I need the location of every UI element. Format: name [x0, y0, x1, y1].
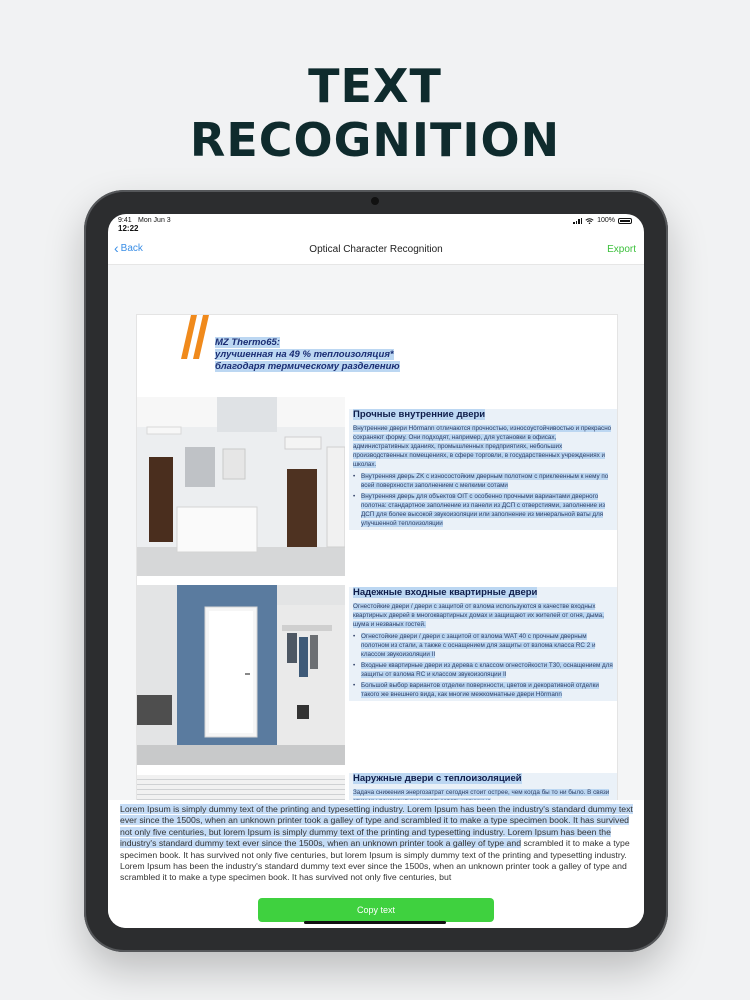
- document-page: [136, 314, 618, 802]
- exterior-door-image: [137, 775, 345, 802]
- headline-line2: RECOGNITION: [189, 113, 561, 167]
- home-indicator[interactable]: [304, 921, 446, 924]
- status-time-secondary: 12:22: [118, 224, 139, 233]
- section-interior-doors: [349, 409, 617, 530]
- recognized-text[interactable]: [120, 804, 634, 884]
- list-item: • Внутренняя дверь ZK с износостойким дверным полотном с приклеенным к нему по всей поверхности заполнением с мелкими сотами: [353, 472, 613, 490]
- document-preview-area[interactable]: [108, 265, 644, 800]
- status-indicators: [573, 217, 632, 224]
- chevron-left-icon: ‹: [114, 240, 119, 256]
- battery-percent: 100%: [597, 217, 615, 224]
- ocr-result-panel: [108, 800, 644, 928]
- status-date: Mon Jun 3: [138, 217, 171, 224]
- list-item: • Внутренняя дверь для объектов OIT с особенно прочными вариантами дверного полотна: стандартное заполнение из панели из ДСП с отверстиями, заполнение из ДСП для более высокой звукоизоляции или заполнение из минеральной ваты для улучшенной теплоизоляции: [353, 492, 613, 528]
- headline-line1: TEXT: [308, 59, 442, 113]
- list-item: • Огнестойкие двери / двери с защитой от взлома WAT 40 с прочным дверным полотном из стали, а также с оснащением для защиты от взлома класса RC 2 и классом звукоизоляции II: [353, 632, 613, 659]
- unselected-text[interactable]: scrambled it to make a type specimen book. It has survived not only five centuries, but lorem Ipsum is simply dummy text of the printing and typesetting industry. Lorem Ipsum has been the industry's standard dummy text ever since the 1500s, when an unknown printer took a galley of type and scrambled it to make a type specimen book. It has survived not only five centuries, but: [120, 838, 630, 883]
- signal-icon: [573, 218, 582, 224]
- section-text: Внутренние двери Hörmann отличаются прочностью, износоустойчивостью и прекрасно сохраняют форму. Они подходят, например, для установки в офисах, административных зданиях, промышленных предприятиях, небольших производственных помещениях, в сфере торговли, в государственных учреждениях и школах.: [353, 425, 612, 468]
- app-screen: [108, 214, 644, 928]
- battery-icon: [618, 218, 632, 224]
- section-apartment-doors: [349, 587, 617, 701]
- apartment-door-image: [137, 585, 345, 765]
- section-title: Надежные входные квартирные двери: [353, 587, 538, 598]
- back-label: Back: [120, 242, 143, 254]
- navigation-bar: [108, 236, 644, 265]
- section-bullets: [353, 632, 613, 699]
- status-bar: [108, 214, 644, 236]
- brand-stripes-icon: [181, 315, 211, 359]
- office-interior-image: [137, 397, 345, 576]
- status-time: 9:41: [118, 217, 132, 224]
- camera-icon: [371, 197, 379, 205]
- document-title-line2: улучшенная на 49 % теплоизоляция*: [215, 349, 394, 360]
- section-text: Задача снижения энергозатрат сегодня стоит острее, чем когда бы то ни было. В связи: [353, 788, 613, 802]
- section-bullets: [353, 472, 613, 528]
- document-title-line1: MZ Thermo65:: [215, 337, 280, 348]
- section-title: Наружные двери с теплоизоляцией: [353, 773, 522, 784]
- document-title-line3: благодаря термическому разделению: [215, 361, 400, 372]
- selected-text[interactable]: Lorem Ipsum is simply dummy text of the printing and typesetting industry. Lorem Ipsum has been the industry's standard dummy text ever since the 1500s, when an unknown printer took a galley of type and scrambled it to make a type specimen book. It has survived not only five centuries, but lorem Ipsum is simply dummy text of the printing and typesetting industry. Lorem Ipsum has been the industry's standard dummy text ever since the 1500s, when an unknown printer took a galley of type and: [120, 804, 633, 849]
- export-button[interactable]: Export: [607, 244, 636, 255]
- section-exterior-doors: [349, 773, 617, 802]
- section-title: Прочные внутренние двери: [353, 409, 486, 420]
- page-title: Optical Character Recognition: [309, 244, 443, 255]
- section-text: Огнестойкие двери / двери с защитой от взлома используются в качестве входных квартирных дверей в многоквартирных домах и защищают их жителей от огня, дыма, шума и незваных гостей.: [353, 603, 605, 628]
- list-item: • Входные квартирные двери из дерева с классом огнестойкости T30, оснащением для защиты от взлома RC и классом звукоизоляции II: [353, 661, 613, 679]
- copy-text-button[interactable]: Copy text: [258, 898, 494, 922]
- document-title: [215, 337, 400, 373]
- ipad-frame: [84, 190, 668, 952]
- wifi-icon: [585, 218, 594, 224]
- list-item: • Большой выбор вариантов отделки поверхности, цветов и декоративной отделки такого же внешнего вида, как многие межкомнатные двери Hörmann: [353, 681, 613, 699]
